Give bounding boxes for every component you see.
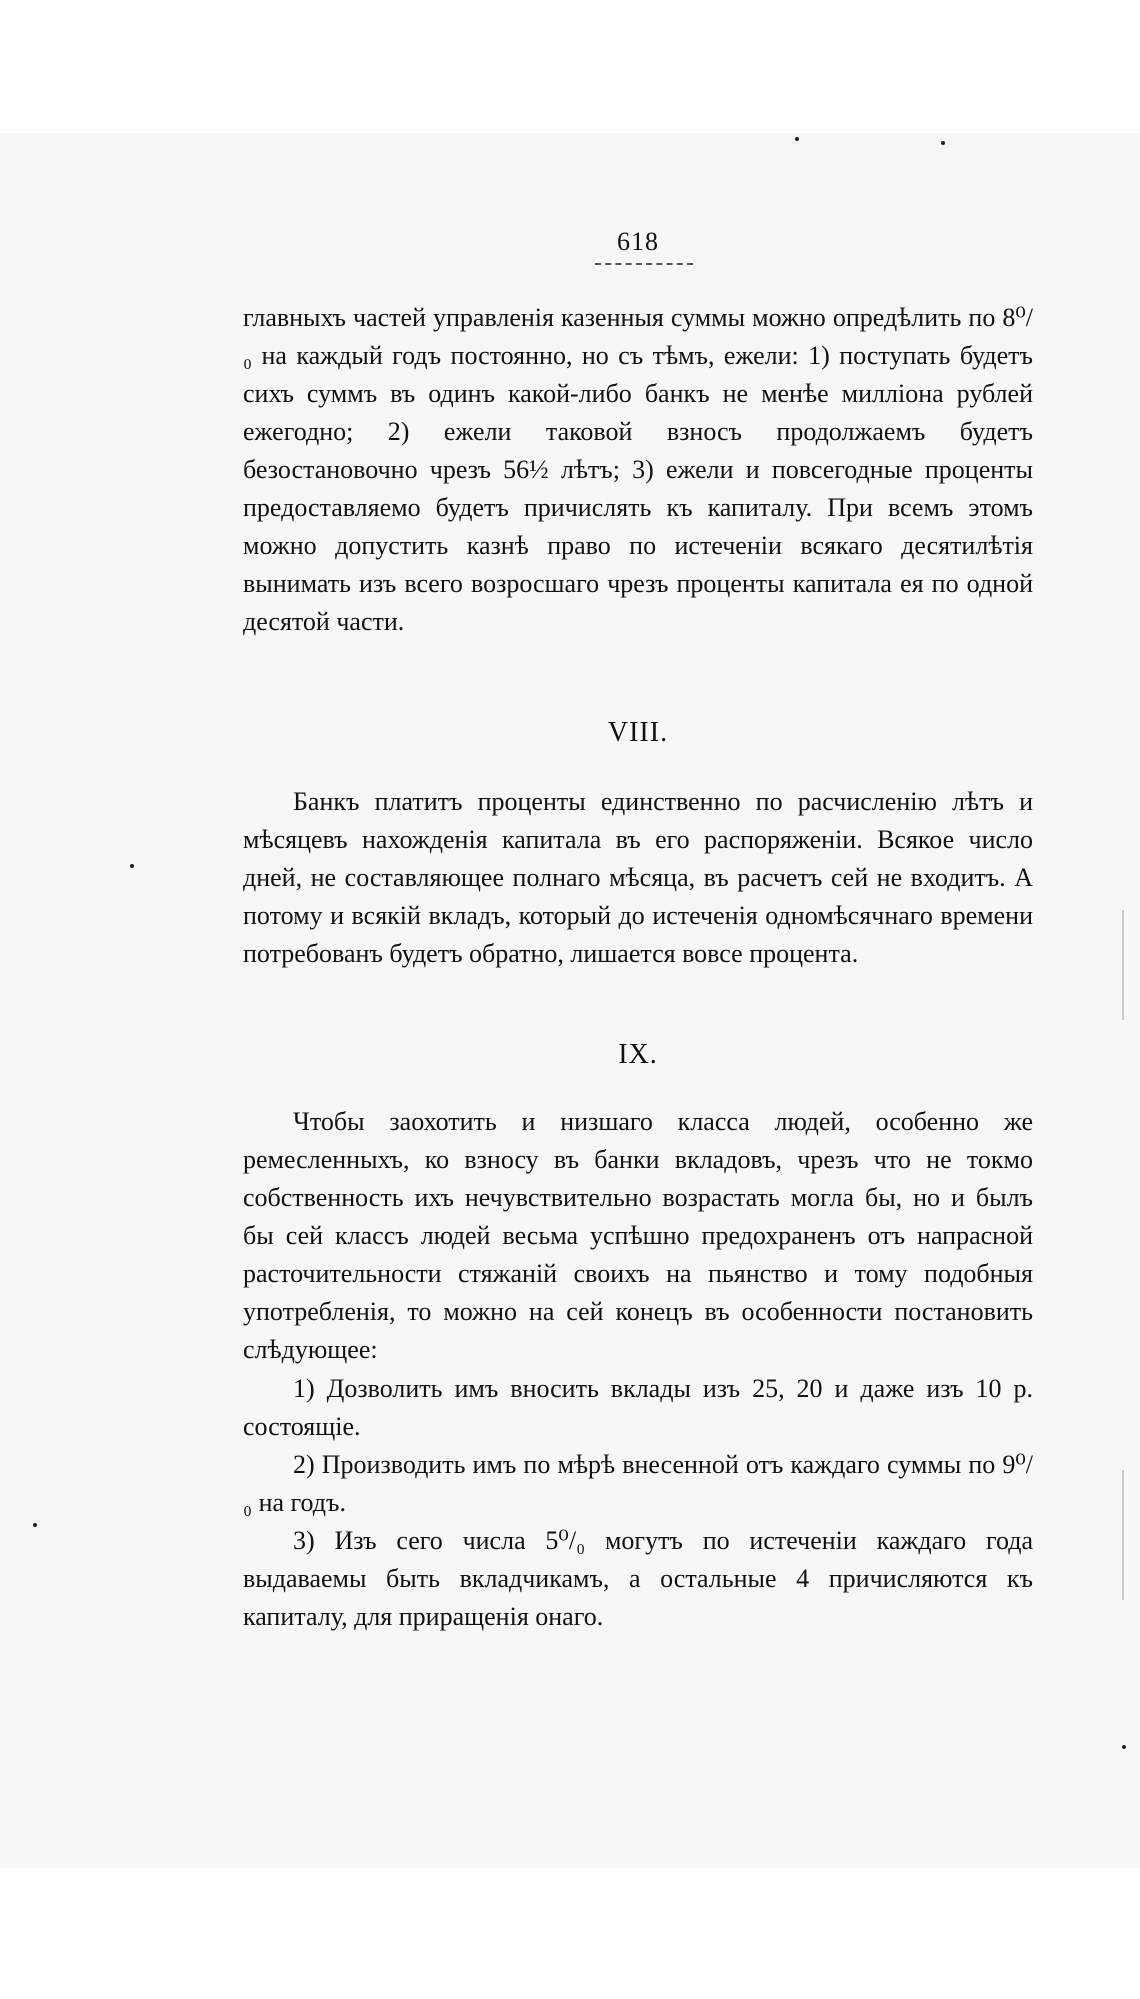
page-number: 618 [617,227,659,256]
paragraph-continued: главныхъ частей управленія казенныя суммы можно опредѣлить по 8⁰/₀ на каждый годъ постоянно, но съ тѣмъ, ежели: 1) поступать будетъ сихъ суммъ въ одинъ какой-либо банкъ не менѣе милліона рублей ежегодно; 2) ежели таковой взносъ продолжаемъ будетъ безостановочно чрезъ 56½ лѣтъ; 3) ежели и повсегодные проценты предоставляемо будетъ причислять къ капиталу. При всемъ этомъ можно допустить казнѣ право по истеченіи всякаго десятилѣтія вынимать изъ всего возросшаго чрезъ проценты капитала ея по одной десятой части. [243,303,1033,636]
section-heading-ix: IX. [618,1039,658,1070]
scan-speck [130,864,134,868]
section-heading-viii: VIII. [607,717,669,748]
list-item: 1) Дозволить имъ вносить вклады изъ 25, 20 и даже изъ 10 р. состоящіе. [243,1374,1033,1441]
list-item: 2) Производить имъ по мѣрѣ внесенной отъ каждаго суммы по 9⁰/₀ на годъ. [243,1450,1033,1517]
section-ix-text: Чтобы заохотить и низшаго класса людей, особенно же ремесленныхъ, ко взносу въ банки вкладовъ, чрезъ что не токмо собственность ихъ нечувствительно возрастать могла бы, но и былъ бы сей классъ людей весьма успѣшно предохраненъ отъ напрасной расточительности стяжаній своихъ на пьянство и тому подобныя употребленія, то можно на сей конецъ въ особенности постановить слѣдующее: [243,1107,1033,1364]
scan-speck [33,1523,37,1527]
scan-speck [1122,1745,1126,1749]
section-viii-text: Банкъ платитъ проценты единственно по расчисленію лѣтъ и мѣсяцевъ нахожденія капитала въ его распоряженіи. Всякое число дней, не составляющее полнаго мѣсяца, въ расчетъ сей не входитъ. А потому и всякій вкладъ, который до истеченія одномѣсячнаго времени потребованъ будетъ обратно, лишается вовсе процента. [243,787,1033,968]
scan-speck [941,141,945,145]
scan-speck [795,137,799,141]
page-number-rule [595,263,693,265]
scan-fold-mark [1122,1470,1124,1600]
scan-fold-mark [1122,910,1124,1020]
list-item: 3) Изъ сего числа 5⁰/₀ могутъ по истеченіи каждаго года выдаваемы быть вкладчикамъ, а остальные 4 причисляются къ капиталу, для приращенія онаго. [243,1526,1033,1631]
